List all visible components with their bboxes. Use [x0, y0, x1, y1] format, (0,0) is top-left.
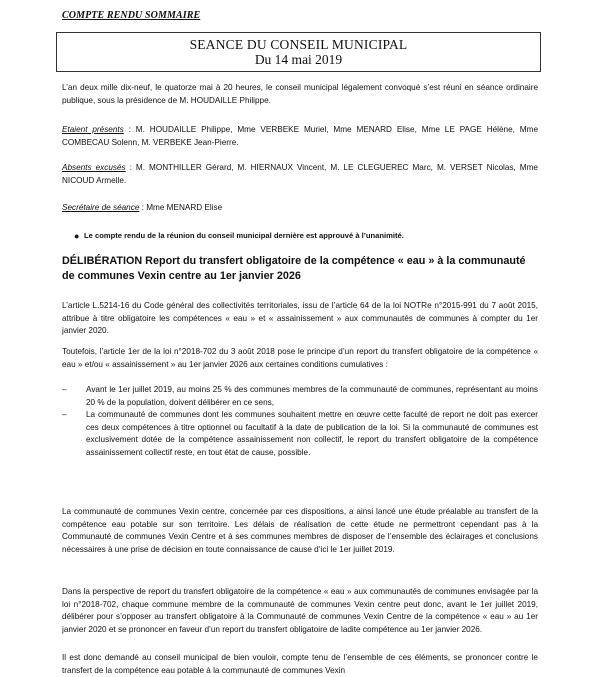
present-label: Etaient présents: [62, 125, 124, 134]
minutes-approval-text: Le compte rendu de la réunion du conseil municipal dernière est approuvé à l’unanimité.: [84, 231, 404, 240]
dash-icon: –: [62, 410, 67, 419]
deliberation-paragraph-4: Dans la perspective de report du transfert obligatoire de la compétence « eau » aux communautés de communes envisagée par la loi n°2018-702, chaque commune membre de la communauté de communes Vexin centre peut donc, avant le 1er juillet 2019, délibérer pour s’opposer au transfert obligatoire à la Communauté de communes Vexin Centre de la compétence « eau » au 1er janvier 2020 et se prononcer en faveur d’un report du transfert obligatoire de ladite compétence au 1er janvier 2026.: [62, 587, 538, 634]
session-title: SEANCE DU CONSEIL MUNICIPAL: [189, 37, 408, 52]
session-title-box: [56, 32, 541, 72]
report-header-label: COMPTE RENDU SOMMAIRE: [62, 10, 201, 21]
present-members: [62, 124, 538, 149]
present-list: : M. HOUDAILLE Philippe, Mme VERBEKE Muriel, Mme MENARD Elise, Mme LE PAGE Hélène, Mme COMBECAU Solenn, M. VERBEKE Jean-Pierre.: [62, 125, 538, 147]
deliberation-paragraph-5: Il est donc demandé au conseil municipal de bien vouloir, compte tenu de l’ensemble de ces éléments, se prononcer contre le transfert de la compétence eau potable à la communauté de communes Vexin: [62, 653, 538, 675]
bullet-icon: ●: [74, 231, 80, 241]
excused-members: [62, 162, 538, 187]
excused-list: : M. MONTHILLER Gérard, M. HIERNAUX Vincent, M. LE CLEGUEREC Marc, M. VERSET Nicolas, Mme NICOUD Armelle.: [62, 163, 538, 185]
intro-paragraph: L’an deux mille dix-neuf, le quatorze mai à 20 heures, le conseil municipal légalement convoqué s’est réuni en séance ordinaire publique, sous la présidence de M. HOUDAILLE Philippe.: [62, 83, 538, 105]
deliberation-heading: DÉLIBÉRATION Report du transfert obligatoire de la compétence « eau » à la communauté de communes Vexin centre au 1er janvier 2026: [62, 255, 526, 282]
deliberation-paragraph-1: L’article L.5214-16 du Code général des collectivités territoriales, issu de l’article 64 de la loi NOTRe n°2015-991 du 7 août 2015, attribue à titre obligatoire les compétences « eau » et « assainissement » aux communautés de communes à compter du 1er janvier 2020.: [62, 301, 538, 335]
minutes-approval-bullet: [74, 230, 534, 242]
secretary-label: Secrétaire de séance: [62, 203, 140, 212]
session-date: Du 14 mai 2019: [254, 52, 343, 67]
list-item: – Avant le 1er juillet 2019, au moins 25 % des communes membres de la communauté de communes, représentant au moins 20 % de la population, doivent délibérer en ce sens,: [62, 385, 538, 407]
secretary-name: : Mme MENARD Elise: [139, 203, 223, 212]
deliberation-paragraph-3: La communauté de communes Vexin centre, concernée par ces dispositions, a ainsi lancé une étude préalable au transfert de la compétence eau potable sur son territoire. Les délais de réalisation de cette étude ne permettront cependant pas à la Communauté de communes Vexin Centre et à ses communes membres de disposer de l’ensemble des éclairages et conclusions nécessaires à une prise de décision en toute connaissance de cause d’ici le 1er juillet 2019.: [62, 507, 538, 554]
excused-label: Absents excusés: [62, 163, 126, 172]
list-item: – La communauté de communes dont les communes souhaitent mettre en œuvre cette faculté de report ne doit pas exercer ces deux compétences à titre optionnel ou facultatif à la date de publication de la loi. Si la communauté de communes est exclusivement dotée de la compétence assainissement non collectif, le report du transfert obligatoire de la compétence assainissement collectif reste, en tout état de cause, possible.: [62, 410, 538, 457]
conditions-list: [62, 384, 538, 459]
dash-icon: –: [62, 385, 67, 394]
secretary: [62, 202, 538, 215]
deliberation-paragraph-2: Toutefois, l’article 1er de la loi n°2018-702 du 3 août 2018 pose le principe d’un report du transfert obligatoire de la compétence « eau » et/ou « assainissement » au 1er janvier 2026 aux certaines conditions cumulatives :: [62, 347, 538, 369]
